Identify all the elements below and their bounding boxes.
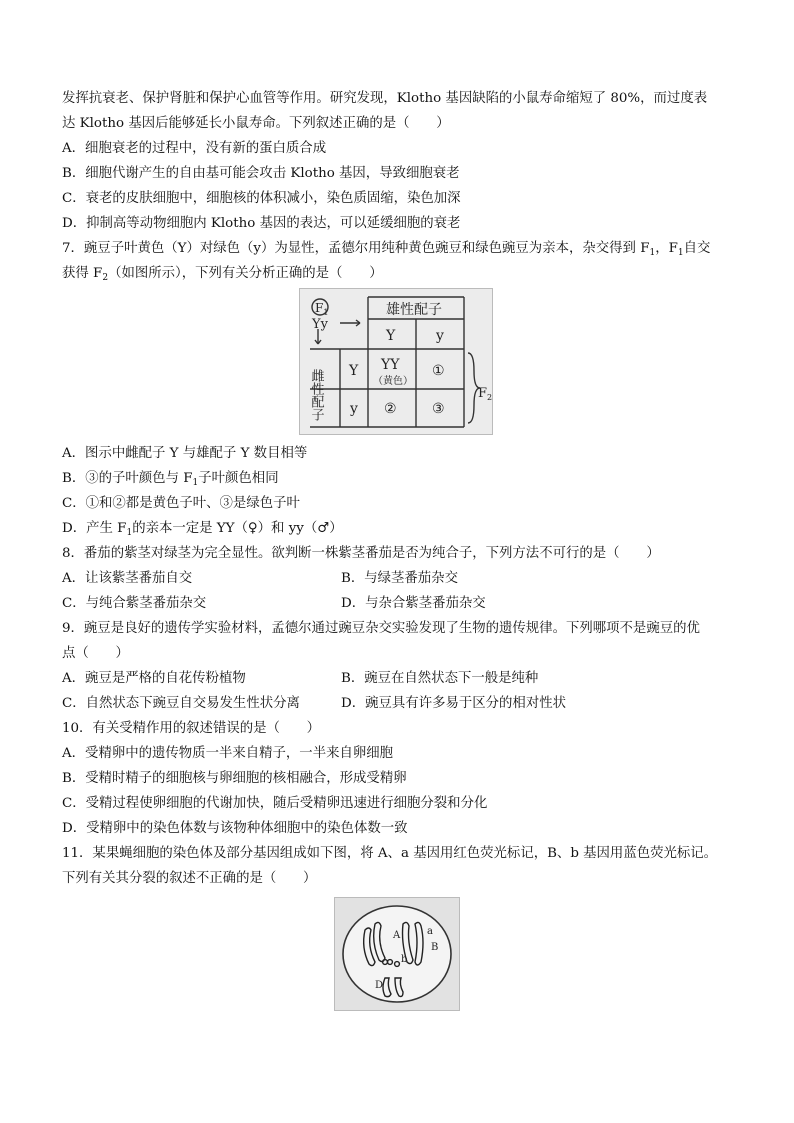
gene-label-a: a bbox=[427, 926, 433, 937]
parent-genotype: Yy bbox=[312, 317, 328, 332]
q6-option-c[interactable]: C．衰老的皮肤细胞中，细胞核的体积减小，染色质固缩，染色加深 bbox=[62, 191, 461, 206]
q10-option-a[interactable]: A．受精卵中的遗传物质一半来自精子，一半来自卵细胞 bbox=[62, 746, 394, 761]
q7-option-d[interactable]: D．产生 $F_1$的亲本一定是 YY（♀）和 yy（♂） bbox=[62, 521, 343, 538]
q11-stem-line2: 下列有关其分裂的叙述不正确的是（ ） bbox=[62, 871, 317, 886]
chromosome-diagram bbox=[335, 898, 459, 1010]
male-gamete-y: y bbox=[436, 328, 444, 344]
q6-option-b[interactable]: B．细胞代谢产生的自由基可能会攻击 Klotho 基因，导致细胞衰老 bbox=[62, 166, 460, 181]
punnett-square-diagram bbox=[300, 289, 492, 434]
q9-option-d[interactable]: D．豌豆具有许多易于区分的相对性状 bbox=[341, 696, 566, 711]
cell-YY-note: （黄色） bbox=[373, 376, 413, 387]
q8-options-row2 bbox=[62, 591, 742, 616]
exam-page bbox=[62, 86, 742, 1011]
female-gamete-Y: Y bbox=[349, 363, 359, 379]
cell-1: ① bbox=[432, 363, 445, 379]
q8-options-row1 bbox=[62, 566, 742, 591]
female-gamete-y: y bbox=[350, 401, 358, 417]
cell-YY: YY bbox=[381, 357, 400, 373]
q6-option-a[interactable]: A．细胞衰老的过程中，没有新的蛋白质合成 bbox=[62, 141, 327, 156]
gene-label-A: A bbox=[393, 930, 401, 941]
q8-option-a[interactable]: A．让该紫茎番茄自交 bbox=[62, 571, 193, 586]
q9-option-b[interactable]: B．豌豆在自然状态下一般是纯种 bbox=[341, 671, 539, 686]
q7-option-a[interactable]: A．图示中雌配子 Y 与雄配子 Y 数目相等 bbox=[62, 446, 308, 461]
q7-option-c[interactable]: C．①和②都是黄色子叶、③是绿色子叶 bbox=[62, 496, 300, 511]
q9-options-row1 bbox=[62, 666, 742, 691]
q9-options-row2 bbox=[62, 691, 742, 716]
f2-label: $F_2$ bbox=[478, 386, 492, 402]
q9-option-a[interactable]: A．豌豆是严格的自花传粉植物 bbox=[62, 671, 246, 686]
q9-stem-line1: 9．豌豆是良好的遗传学实验材料，孟德尔通过豌豆杂交实验发现了生物的遗传规律。下列哪项不是豌豆的优 bbox=[62, 621, 700, 636]
punnett-square-figure bbox=[299, 288, 493, 435]
f1-label: $F_1$ bbox=[315, 301, 329, 317]
q8-option-d[interactable]: D．与杂合紫茎番茄杂交 bbox=[341, 596, 486, 611]
cell-3: ③ bbox=[432, 401, 445, 417]
q6-stem-line2: 达 Klotho 基因后能够延长小鼠寿命。下列叙述正确的是（ ） bbox=[62, 116, 450, 131]
q11-stem-line1: 11．某果蝇细胞的染色体及部分基因组成如下图，将 A、a 基因用红色荧光标记，B、b 基因用蓝色荧光标记。 bbox=[62, 846, 718, 861]
q9-stem-line2: 点（ ） bbox=[62, 646, 129, 661]
male-gamete-Y: Y bbox=[386, 328, 396, 344]
gene-label-D: D bbox=[375, 980, 384, 991]
q6-stem-line1: 发挥抗衰老、保护肾脏和保护心血管等作用。研究发现，Klotho 基因缺陷的小鼠寿命缩短了 80%，而过度表 bbox=[62, 91, 708, 106]
gene-label-b: b bbox=[401, 954, 408, 965]
female-gamete-header: 雌性配子 bbox=[308, 369, 324, 421]
cell-2: ② bbox=[384, 401, 397, 417]
q7-option-b[interactable]: B．③的子叶颜色与 $F_1$子叶颜色相同 bbox=[62, 471, 279, 488]
fruit-fly-cell-figure bbox=[334, 897, 460, 1011]
q6-option-d[interactable]: D．抑制高等动物细胞内 Klotho 基因的表达，可以延缓细胞的衰老 bbox=[62, 216, 461, 231]
q10-option-c[interactable]: C．受精过程使卵细胞的代谢加快，随后受精卵迅速进行细胞分裂和分化 bbox=[62, 796, 488, 811]
gene-label-B: B bbox=[431, 942, 439, 953]
q10-stem: 10．有关受精作用的叙述错误的是（ ） bbox=[62, 721, 321, 736]
q10-option-d[interactable]: D．受精卵中的染色体数与该物种体细胞中的染色体数一致 bbox=[62, 821, 408, 836]
q7-stem-line1: 7．豌豆子叶黄色（Y）对绿色（y）为显性，孟德尔用纯种黄色豌豆和绿色豌豆为亲本，杂交得到 $F_1$，$F_1$自交 bbox=[62, 241, 711, 258]
q7-stem-line2: 获得 $F_2$（如图所示），下列有关分析正确的是（ ） bbox=[62, 266, 383, 283]
q10-option-b[interactable]: B．受精时精子的细胞核与卵细胞的核相融合，形成受精卵 bbox=[62, 771, 407, 786]
q8-option-b[interactable]: B．与绿茎番茄杂交 bbox=[341, 571, 458, 586]
q8-stem: 8．番茄的紫茎对绿茎为完全显性。欲判断一株紫茎番茄是否为纯合子，下列方法不可行的是（ ） bbox=[62, 546, 660, 561]
q9-option-c[interactable]: C．自然状态下豌豆自交易发生性状分离 bbox=[62, 696, 300, 711]
male-gamete-header: 雄性配子 bbox=[386, 302, 442, 318]
q8-option-c[interactable]: C．与纯合紫茎番茄杂交 bbox=[62, 596, 207, 611]
